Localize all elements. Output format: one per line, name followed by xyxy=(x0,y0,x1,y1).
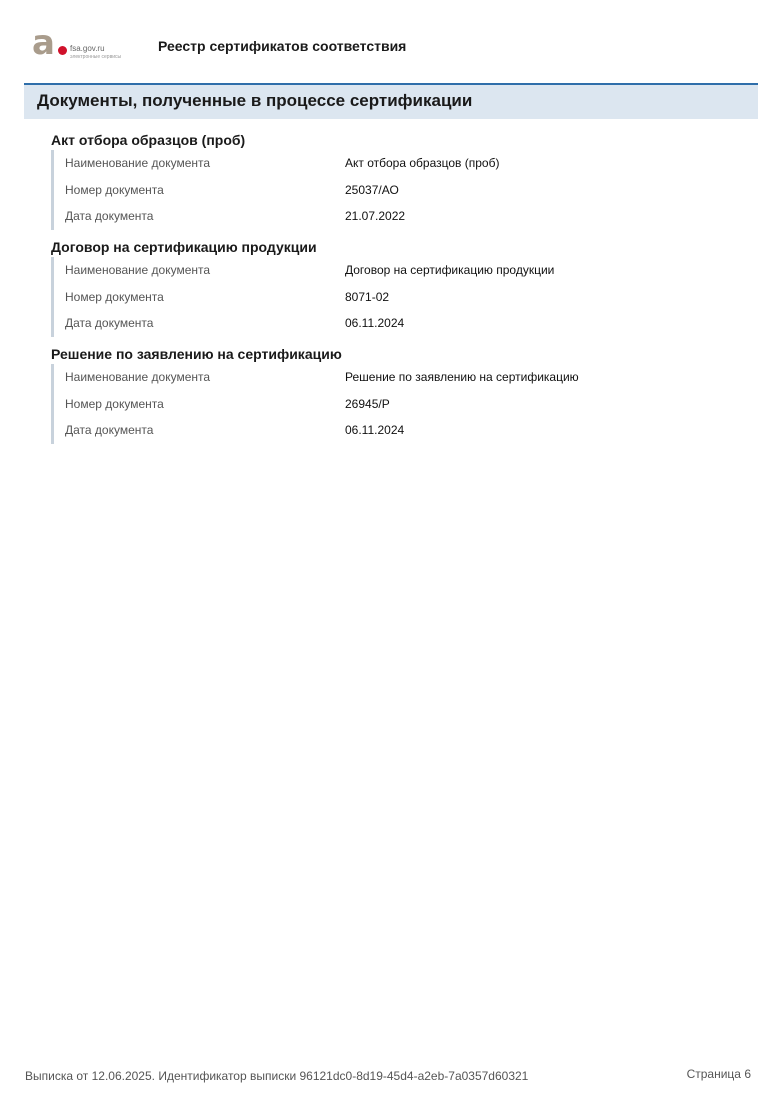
registry-title: Реестр сертификатов соответствия xyxy=(158,38,407,54)
field-label: Наименование документа xyxy=(65,156,211,170)
field-row-number xyxy=(65,177,751,204)
group-fields xyxy=(51,150,751,230)
extract-info: Выписка от 12.06.2025. Идентификатор выписки 96121dc0-8d19-45d4-a2eb-7a0357d60321 xyxy=(25,1069,529,1083)
field-label: Дата документа xyxy=(65,209,154,224)
field-value: 26945/Р xyxy=(345,396,390,411)
group-fields xyxy=(51,257,751,337)
field-label: Номер документа xyxy=(65,289,164,304)
field-value: 06.11.2024 xyxy=(345,423,405,438)
section-title: Документы, полученные в процессе сертификации xyxy=(37,91,473,110)
logo-mark-icon: a xyxy=(32,23,55,63)
field-value: Решение по заявлению на сертификацию xyxy=(345,370,579,384)
logo-dot-icon xyxy=(58,46,67,55)
field-value: Акт отбора образцов (проб) xyxy=(345,156,500,170)
logo-site-text: fsa.gov.ru xyxy=(70,44,105,53)
field-label: Дата документа xyxy=(65,316,154,331)
group-title: Решение по заявлению на сертификацию xyxy=(51,346,342,362)
field-row-name xyxy=(65,150,751,177)
field-value: 25037/АО xyxy=(345,182,399,197)
field-row-date xyxy=(65,203,751,230)
field-value: 06.11.2024 xyxy=(345,316,405,331)
field-value: 21.07.2022 xyxy=(345,209,406,224)
page-header xyxy=(0,0,783,80)
field-label: Номер документа xyxy=(65,182,164,197)
field-row-date xyxy=(65,310,751,337)
field-label: Наименование документа xyxy=(65,370,211,384)
field-row-number xyxy=(65,284,751,311)
field-value: Договор на сертификацию продукции xyxy=(345,263,555,277)
group-title: Акт отбора образцов (проб) xyxy=(51,132,246,148)
section-header xyxy=(24,83,758,119)
document-group-contract xyxy=(51,237,751,337)
logo-subtitle: электронные сервисы xyxy=(70,54,122,60)
field-row-number xyxy=(65,391,751,418)
field-label: Дата документа xyxy=(65,423,154,438)
field-label: Наименование документа xyxy=(65,263,211,277)
group-title: Договор на сертификацию продукции xyxy=(51,239,317,255)
field-row-name xyxy=(65,364,751,391)
document-group-decision xyxy=(51,344,751,444)
document-group-sampling-act xyxy=(51,130,751,230)
fsa-logo xyxy=(32,23,132,64)
field-value: 8071-02 xyxy=(345,289,390,304)
field-row-name xyxy=(65,257,751,284)
group-fields xyxy=(51,364,751,444)
page-number: Страница 6 xyxy=(686,1067,751,1081)
field-row-date xyxy=(65,417,751,444)
field-label: Номер документа xyxy=(65,396,164,411)
